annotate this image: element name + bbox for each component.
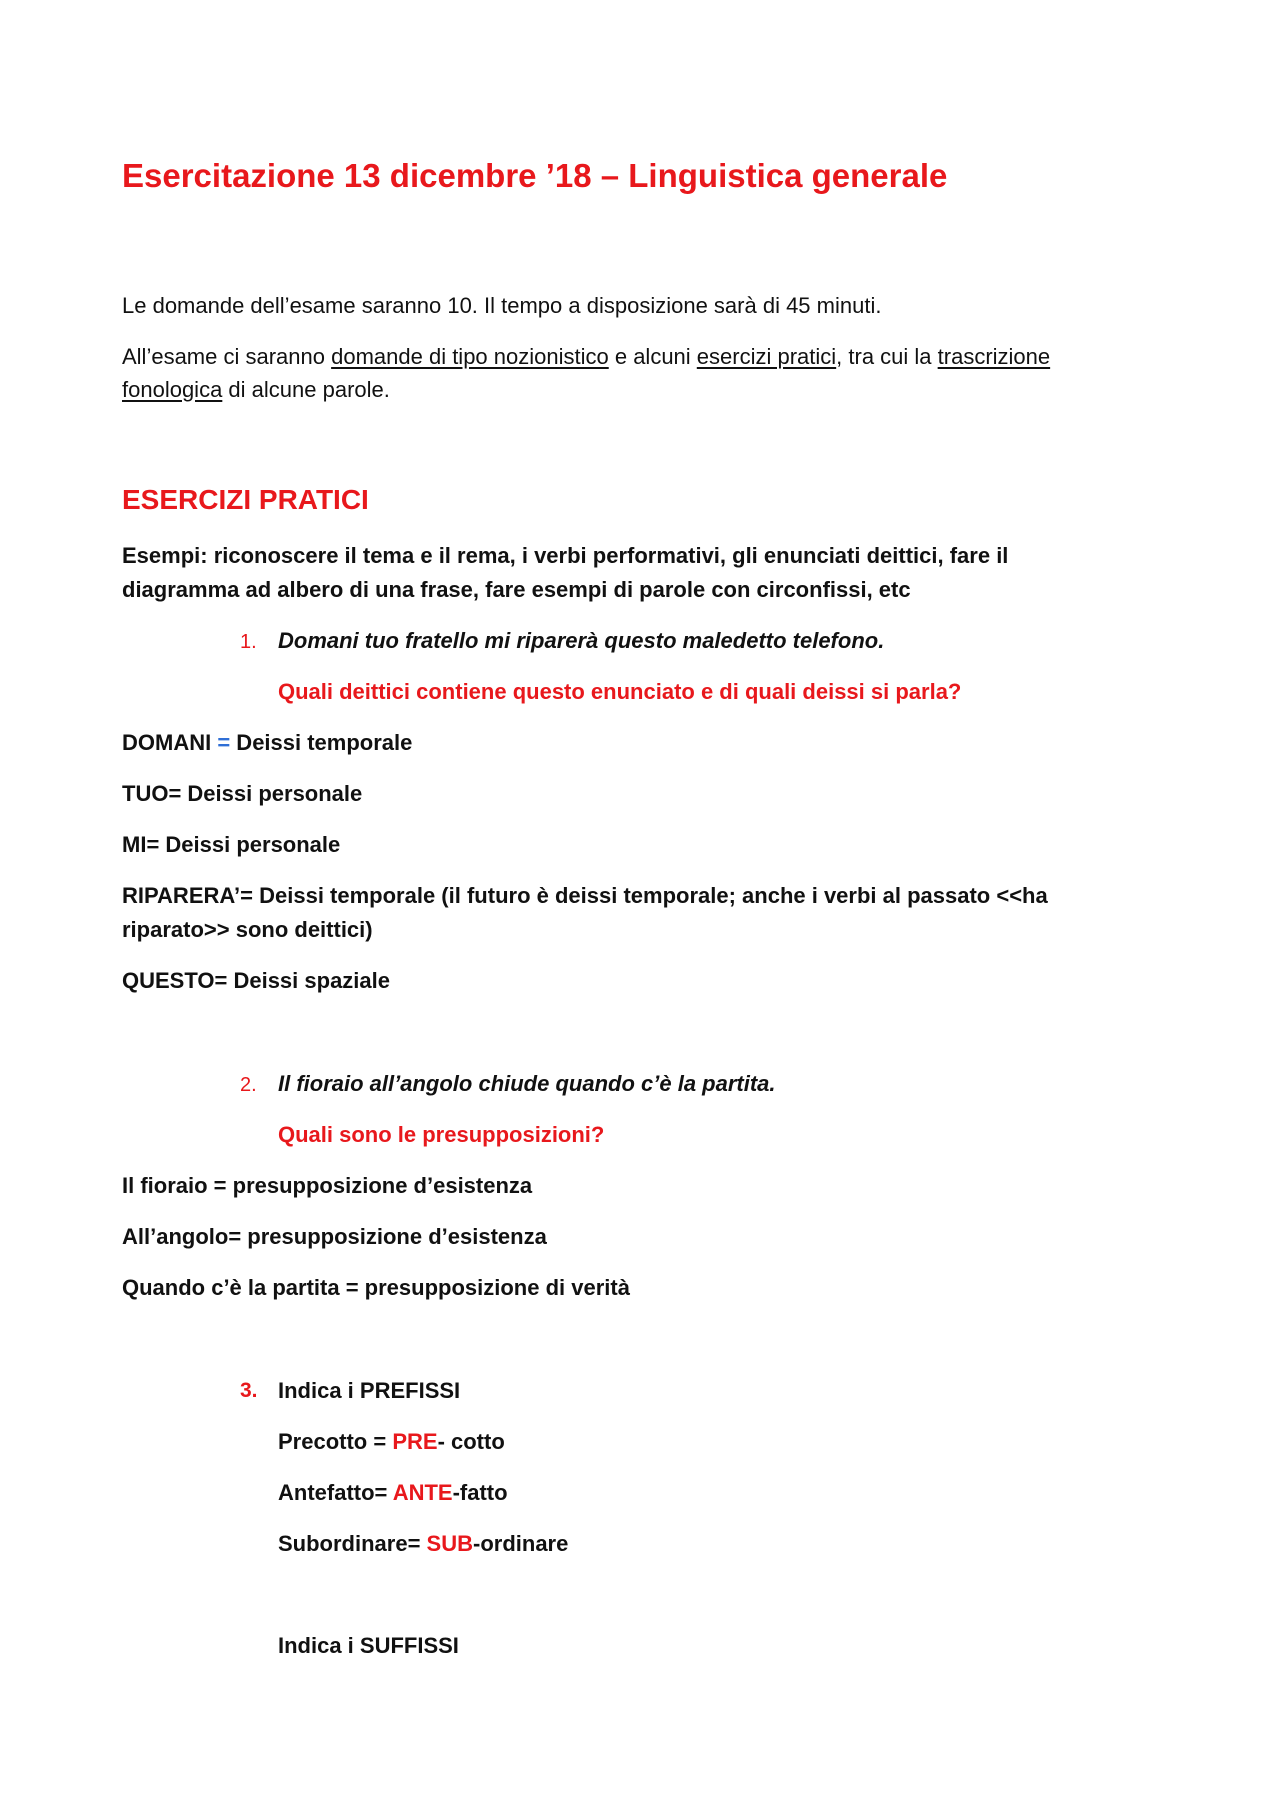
answer-tuo: TUO= Deissi personale	[122, 781, 363, 806]
exercise-2-sentence: Il fioraio all’angolo chiude quando c’è la partita.	[278, 1071, 776, 1096]
underlined-phrase: domande di tipo nozionistico	[331, 344, 609, 369]
prefix-rest: -fatto	[452, 1480, 508, 1505]
exercise-1-sentence: Domani tuo fratello mi riparerà questo maledetto telefono.	[278, 628, 885, 653]
presupposition-answer: All’angolo= presupposizione d’esistenza	[122, 1224, 547, 1249]
prefix-rest: -ordinare	[473, 1531, 569, 1556]
intro-text: e alcuni	[608, 344, 697, 369]
examples-line1: Esempi: riconoscere il tema e il rema, i verbi performativi, gli enunciati deittici, fare il	[122, 543, 1009, 568]
prefix-item	[278, 1429, 505, 1455]
intro-paragraph-line1	[122, 344, 1050, 370]
presupposition-answer: Il fioraio = presupposizione d’esistenza	[122, 1173, 533, 1198]
intro-paragraph-line2	[122, 377, 390, 403]
presupposition-answer: Quando c’è la partita = presupposizione di verità	[122, 1275, 630, 1300]
intro-text: di alcune parole.	[222, 377, 390, 402]
answer-value: Deissi temporale	[230, 730, 413, 755]
prefix-word: Precotto =	[278, 1429, 393, 1454]
prefix-highlight: SUB	[426, 1531, 473, 1556]
exercise-1-question: Quali deittici contiene questo enunciato e di quali deissi si parla?	[278, 679, 962, 704]
prefix-word: Antefatto=	[278, 1480, 393, 1505]
suffix-heading: Indica i SUFFISSI	[278, 1633, 459, 1658]
answer-term: DOMANI	[122, 730, 218, 755]
answer-mi: MI= Deissi personale	[122, 832, 341, 857]
prefix-item	[278, 1531, 568, 1557]
equals-sign: =	[217, 730, 231, 755]
prefix-word: Subordinare=	[278, 1531, 427, 1556]
prefix-item	[278, 1480, 508, 1506]
examples-line2: diagramma ad albero di una frase, fare esempi di parole con circonfissi, etc	[122, 577, 911, 602]
intro-line: Le domande dell’esame saranno 10. Il tempo a disposizione sarà di 45 minuti.	[122, 293, 882, 318]
exercise-2-question: Quali sono le presupposizioni?	[278, 1122, 605, 1147]
exercise-3-heading: Indica i PREFISSI	[278, 1378, 461, 1403]
prefix-highlight: ANTE	[392, 1480, 453, 1505]
page-title: Esercitazione 13 dicembre ’18 – Linguistica generale	[122, 157, 948, 194]
intro-text: All’esame ci saranno	[122, 344, 332, 369]
exercise-2-number: 2.	[240, 1074, 257, 1096]
answer-riparera-line2: riparato>> sono deittici)	[122, 917, 373, 942]
intro-text: , tra cui la	[836, 344, 938, 369]
exercise-1-number: 1.	[240, 631, 257, 653]
underlined-phrase: esercizi pratici	[696, 344, 837, 369]
underlined-phrase: trascrizione	[937, 344, 1051, 369]
prefix-highlight: PRE	[392, 1429, 438, 1454]
exercise-3-number: 3.	[240, 1379, 258, 1402]
prefix-rest: - cotto	[437, 1429, 505, 1454]
answer-riparera-line1: RIPARERA’= Deissi temporale (il futuro è deissi temporale; anche i verbi al passato <<ha	[122, 883, 1048, 908]
answer-domani	[122, 730, 412, 756]
section-title: ESERCIZI PRATICI	[122, 484, 369, 515]
answer-questo: QUESTO= Deissi spaziale	[122, 968, 390, 993]
underlined-phrase: fonologica	[122, 377, 223, 402]
